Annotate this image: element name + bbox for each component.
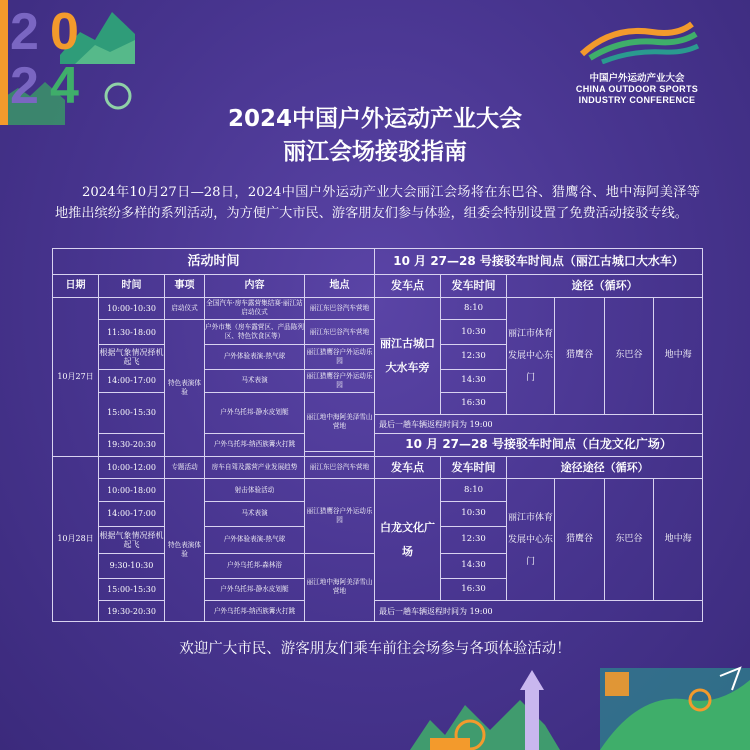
shuttle1-point: 丽江古城口大水车旁 [375, 297, 441, 415]
day2-date: 10月28日 [53, 456, 99, 621]
col-item: 事项 [165, 274, 205, 297]
col-route2: 途径途径（循环） [507, 456, 703, 479]
day1-time-2: 11:30-18:00 [99, 320, 165, 345]
shuttle2-stop-2: 猎鹰谷 [555, 479, 605, 601]
col-date: 日期 [53, 274, 99, 297]
shuttle2-time-5: 16:30 [441, 578, 507, 601]
day1-content-4: 马术表演 [205, 369, 305, 392]
day2-time-6: 15:00-15:30 [99, 578, 165, 601]
brand-name-en-2: INDUSTRY CONFERENCE [578, 95, 696, 105]
day1-content-1: 全国汽车·房车露营集结赛·丽江站启动仪式 [205, 297, 305, 320]
day2-content-7: 户外乌托邦-纳西族篝火打跳 [205, 601, 305, 622]
shuttle2-time-2: 10:30 [441, 502, 507, 527]
day1-place-5: 丽江地中海阿美泽雪山营地 [305, 392, 375, 452]
brand-logo-icon [572, 16, 702, 64]
day1-time-3: 根据气象情况择机起飞 [99, 345, 165, 370]
day2-content-6: 户外乌托邦-静水皮划艇 [205, 578, 305, 601]
day2-item-2: 特色表演体验 [165, 479, 205, 622]
shuttle1-time-1: 8:10 [441, 297, 507, 320]
shuttle1-stop-2: 猎鹰谷 [555, 297, 605, 415]
intro-paragraph: 2024年10月27日—28日，2024中国户外运动产业大会丽江会场将在东巴谷、猎鹰谷、地中海阿美泽等地推出缤纷多样的系列活动，为方便广大市民、游客朋友们参与体验，组委会特别设置了免费活动接驳专线。 [55, 185, 700, 221]
day1-place-2: 丽江东巴谷汽车营地 [305, 320, 375, 345]
logo-digit-2b: 2 [10, 57, 39, 115]
day1-content-6: 户外乌托邦-纳西族篝火打跳 [205, 433, 305, 456]
page-title: 2024中国户外运动产业大会 [227, 106, 522, 132]
day2-place-1: 丽江东巴谷汽车营地 [305, 456, 375, 479]
day1-time-1: 10:00-10:30 [99, 297, 165, 320]
shuttle1-stop-3: 东巴谷 [605, 297, 654, 415]
shuttle2-time-1: 8:10 [441, 479, 507, 502]
shuttle2-time-4: 14:30 [441, 553, 507, 578]
col-shuttle2-time: 发车时间 [441, 456, 507, 479]
day1-time-5: 15:00-15:30 [99, 392, 165, 433]
day2-content-5: 户外乌托邦-森林浴 [205, 553, 305, 578]
shuttle2-stop-1: 丽江市体育发展中心东门 [507, 479, 555, 601]
day2-time-3: 14:00-17:00 [99, 502, 165, 527]
day2-content-4: 户外体验表演-热气球 [205, 526, 305, 553]
shuttle1-stop-4: 地中海 [654, 297, 703, 415]
day2-time-1: 10:00-12:00 [99, 456, 165, 479]
day1-content-3: 户外体验表演-热气球 [205, 345, 305, 370]
day1-item-1: 启动仪式 [165, 297, 205, 320]
logo-digit-2a: 2 [10, 3, 39, 61]
day1-time-6: 19:30-20:30 [99, 433, 165, 456]
day2-content-3: 马术表演 [205, 502, 305, 527]
day2-place-3: 丽江地中海阿美泽雪山营地 [305, 553, 375, 621]
shuttle2-point: 白龙文化广场 [375, 479, 441, 601]
day1-place-3: 丽江猎鹰谷户外运动乐园 [305, 345, 375, 370]
day2-time-4: 根据气象情况择机起飞 [99, 526, 165, 553]
brand-name-en-1: CHINA OUTDOOR SPORTS [575, 84, 699, 94]
logo-digit-0: 0 [50, 3, 79, 61]
logo-digit-4: 4 [50, 57, 79, 115]
day2-content-2: 射击体验活动 [205, 479, 305, 502]
shuttle1-stop-1: 丽江市体育发展中心东门 [507, 297, 555, 415]
shuttle2-time-3: 12:30 [441, 526, 507, 553]
closing-message: 欢迎广大市民、游客朋友们乘车前往会场参与各项体验活动！ [179, 641, 571, 657]
shuttle2-header: 10 月 27—28 号接驳车时间点（白龙文化广场） [375, 433, 703, 456]
shuttle2-stop-4: 地中海 [654, 479, 703, 601]
day1-content-2: 户外市集（房车露营区、产品陈列区、特色饮食区等） [205, 320, 305, 345]
shuttle1-time-2: 10:30 [441, 320, 507, 345]
shuttle2-note: 最后一趟车辆返程时间为 19:00 [375, 601, 703, 622]
day1-content-5: 户外乌托邦-静水皮划艇 [205, 392, 305, 433]
day1-place-4: 丽江猎鹰谷户外运动乐园 [305, 369, 375, 392]
conference-brand [572, 16, 702, 106]
brand-name-zh: 中国户外运动产业大会 [589, 73, 685, 84]
day1-time-4: 14:00-17:00 [99, 369, 165, 392]
day1-item-2: 特色表演体验 [165, 320, 205, 456]
col-shuttle-point: 发车点 [375, 274, 441, 297]
day2-place-2: 丽江猎鹰谷户外运动乐园 [305, 479, 375, 553]
schedule-table [52, 248, 703, 622]
day2-time-2: 10:00-18:00 [99, 479, 165, 502]
day1-date: 10月27日 [53, 297, 99, 456]
day2-item-1: 专题活动 [165, 456, 205, 479]
shuttle1-time-4: 14:30 [441, 369, 507, 392]
activity-time-header: 活动时间 [53, 249, 375, 275]
day2-time-7: 19:30-20:30 [99, 601, 165, 622]
col-shuttle-time: 发车时间 [441, 274, 507, 297]
shuttle1-header: 10 月 27—28 号接驳车时间点（丽江古城口大水车） [375, 249, 703, 275]
col-place: 地点 [305, 274, 375, 297]
shuttle2-stop-3: 东巴谷 [605, 479, 654, 601]
col-time: 时间 [99, 274, 165, 297]
page-subtitle: 丽江会场接驳指南 [283, 139, 467, 165]
col-shuttle2-point: 发车点 [375, 456, 441, 479]
day2-time-5: 9:30-10:30 [99, 553, 165, 578]
col-route: 途径（循环） [507, 274, 703, 297]
col-content: 内容 [205, 274, 305, 297]
shuttle1-time-5: 16:30 [441, 392, 507, 415]
shuttle1-note: 最后一趟车辆返程时间为 19:00 [375, 415, 703, 434]
day2-content-1: 房车自驾及露营产业发展趋势 [205, 456, 305, 479]
day1-place-1: 丽江东巴谷汽车营地 [305, 297, 375, 320]
shuttle1-time-3: 12:30 [441, 345, 507, 370]
